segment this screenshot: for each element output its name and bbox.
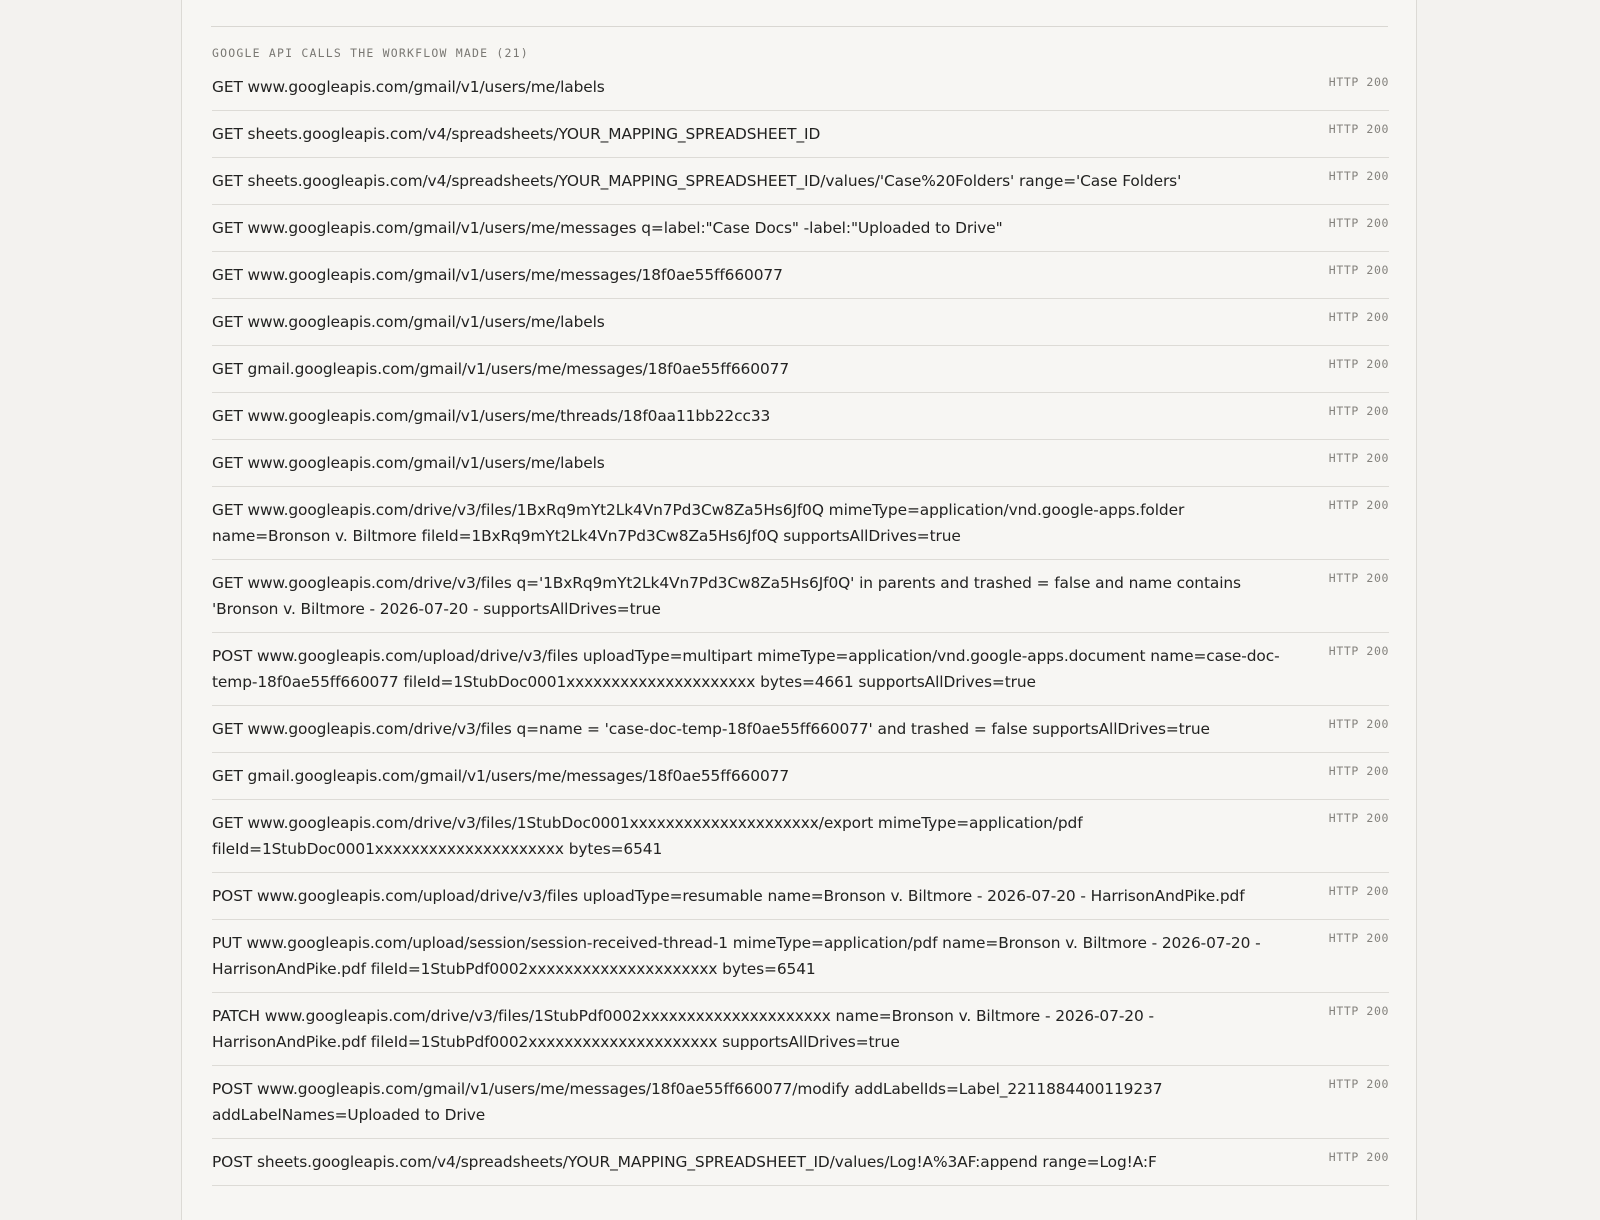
api-call-row <box>212 633 1389 706</box>
api-call-row <box>212 706 1389 753</box>
api-call-row <box>212 993 1389 1066</box>
http-status-badge: HTTP 200 <box>1328 644 1389 658</box>
http-status-badge: HTTP 200 <box>1328 764 1389 778</box>
api-call-request: PUT www.googleapis.com/upload/session/session-received-thread-1 mimeType=application/pdf name=Bronson v. Biltmore - 2026-07-20 - HarrisonAndPike.pdf fileId=1StubPdf0002xxxxxxxxxxxxxxxxxxxxx bytes=6541 <box>212 934 1261 978</box>
api-call-row <box>212 111 1389 158</box>
api-call-request: GET www.googleapis.com/gmail/v1/users/me/threads/18f0aa11bb22cc33 <box>212 407 771 425</box>
http-status-badge: HTTP 200 <box>1328 571 1389 585</box>
api-call-request: POST www.googleapis.com/gmail/v1/users/me/messages/18f0ae55ff660077/modify addLabelIds=Label_2211884400119237 addLabelNames=Uploaded to Drive <box>212 1080 1163 1124</box>
api-call-request: GET gmail.googleapis.com/gmail/v1/users/me/messages/18f0ae55ff660077 <box>212 767 790 785</box>
api-call-row <box>212 487 1389 560</box>
api-call-request: POST www.googleapis.com/upload/drive/v3/files uploadType=resumable name=Bronson v. Biltmore - 2026-07-20 - HarrisonAndPike.pdf <box>212 887 1245 905</box>
api-call-row <box>212 346 1389 393</box>
api-call-row <box>212 873 1389 920</box>
section-title: GOOGLE API CALLS THE WORKFLOW MADE (21) <box>212 46 529 60</box>
api-call-request: GET www.googleapis.com/gmail/v1/users/me/labels <box>212 313 605 331</box>
http-status-badge: HTTP 200 <box>1328 263 1389 277</box>
api-call-request: GET gmail.googleapis.com/gmail/v1/users/me/messages/18f0ae55ff660077 <box>212 360 790 378</box>
api-call-list <box>212 64 1389 1186</box>
api-call-row <box>212 1139 1389 1186</box>
http-status-badge: HTTP 200 <box>1328 451 1389 465</box>
http-status-badge: HTTP 200 <box>1328 1077 1389 1091</box>
api-call-request: GET www.googleapis.com/drive/v3/files/1StubDoc0001xxxxxxxxxxxxxxxxxxxxx/export mimeType=application/pdf fileId=1StubDoc0001xxxxxxxxxxxxxxxxxxxxx bytes=6541 <box>212 814 1083 858</box>
api-call-row <box>212 800 1389 873</box>
section-divider <box>211 26 1388 27</box>
api-call-request: GET www.googleapis.com/drive/v3/files/1BxRq9mYt2Lk4Vn7Pd3Cw8Za5Hs6Jf0Q mimeType=application/vnd.google-apps.folder name=Bronson v. Biltmore fileId=1BxRq9mYt2Lk4Vn7Pd3Cw8Za5Hs6Jf0Q supportsAllDrives=true <box>212 501 1185 545</box>
api-call-request: GET www.googleapis.com/gmail/v1/users/me/labels <box>212 78 605 96</box>
api-call-request: GET www.googleapis.com/gmail/v1/users/me/messages q=label:"Case Docs" -label:"Uploaded to Drive" <box>212 219 1003 237</box>
http-status-badge: HTTP 200 <box>1328 75 1389 89</box>
http-status-badge: HTTP 200 <box>1328 310 1389 324</box>
api-call-request: GET www.googleapis.com/gmail/v1/users/me/labels <box>212 454 605 472</box>
api-call-row <box>212 920 1389 993</box>
api-call-row <box>212 64 1389 111</box>
api-call-request: GET www.googleapis.com/gmail/v1/users/me/messages/18f0ae55ff660077 <box>212 266 783 284</box>
api-call-row <box>212 1066 1389 1139</box>
api-call-request: POST sheets.googleapis.com/v4/spreadsheets/YOUR_MAPPING_SPREADSHEET_ID/values/Log!A%3AF:append range=Log!A:F <box>212 1153 1157 1171</box>
api-call-request: GET www.googleapis.com/drive/v3/files q=name = 'case-doc-temp-18f0ae55ff660077' and trashed = false supportsAllDrives=true <box>212 720 1210 738</box>
http-status-badge: HTTP 200 <box>1328 404 1389 418</box>
http-status-badge: HTTP 200 <box>1328 1004 1389 1018</box>
http-status-badge: HTTP 200 <box>1328 931 1389 945</box>
api-call-row <box>212 440 1389 487</box>
http-status-badge: HTTP 200 <box>1328 717 1389 731</box>
http-status-badge: HTTP 200 <box>1328 498 1389 512</box>
api-calls-panel <box>181 0 1417 1220</box>
api-call-request: PATCH www.googleapis.com/drive/v3/files/1StubPdf0002xxxxxxxxxxxxxxxxxxxxx name=Bronson v. Biltmore - 2026-07-20 - HarrisonAndPike.pdf fileId=1StubPdf0002xxxxxxxxxxxxxxxxxxxxx supportsAllDrives=true <box>212 1007 1154 1051</box>
api-call-row <box>212 753 1389 800</box>
api-call-request: GET sheets.googleapis.com/v4/spreadsheets/YOUR_MAPPING_SPREADSHEET_ID <box>212 125 821 143</box>
api-call-row <box>212 393 1389 440</box>
api-call-row <box>212 205 1389 252</box>
http-status-badge: HTTP 200 <box>1328 357 1389 371</box>
api-call-request: GET www.googleapis.com/drive/v3/files q='1BxRq9mYt2Lk4Vn7Pd3Cw8Za5Hs6Jf0Q' in parents and trashed = false and name contains 'Bronson v. Biltmore - 2026-07-20 - supportsAllDrives=true <box>212 574 1241 618</box>
api-call-row <box>212 158 1389 205</box>
http-status-badge: HTTP 200 <box>1328 1150 1389 1164</box>
api-call-request: POST www.googleapis.com/upload/drive/v3/files uploadType=multipart mimeType=application/vnd.google-apps.document name=case-doc-temp-18f0ae55ff660077 fileId=1StubDoc0001xxxxxxxxxxxxxxxxxxxxx bytes=4661 supportsAllDrives=true <box>212 647 1280 691</box>
http-status-badge: HTTP 200 <box>1328 884 1389 898</box>
http-status-badge: HTTP 200 <box>1328 216 1389 230</box>
http-status-badge: HTTP 200 <box>1328 122 1389 136</box>
api-call-row <box>212 299 1389 346</box>
http-status-badge: HTTP 200 <box>1328 811 1389 825</box>
http-status-badge: HTTP 200 <box>1328 169 1389 183</box>
api-call-row <box>212 560 1389 633</box>
api-call-request: GET sheets.googleapis.com/v4/spreadsheets/YOUR_MAPPING_SPREADSHEET_ID/values/'Case%20Folders' range='Case Folders' <box>212 172 1182 190</box>
api-call-row <box>212 252 1389 299</box>
